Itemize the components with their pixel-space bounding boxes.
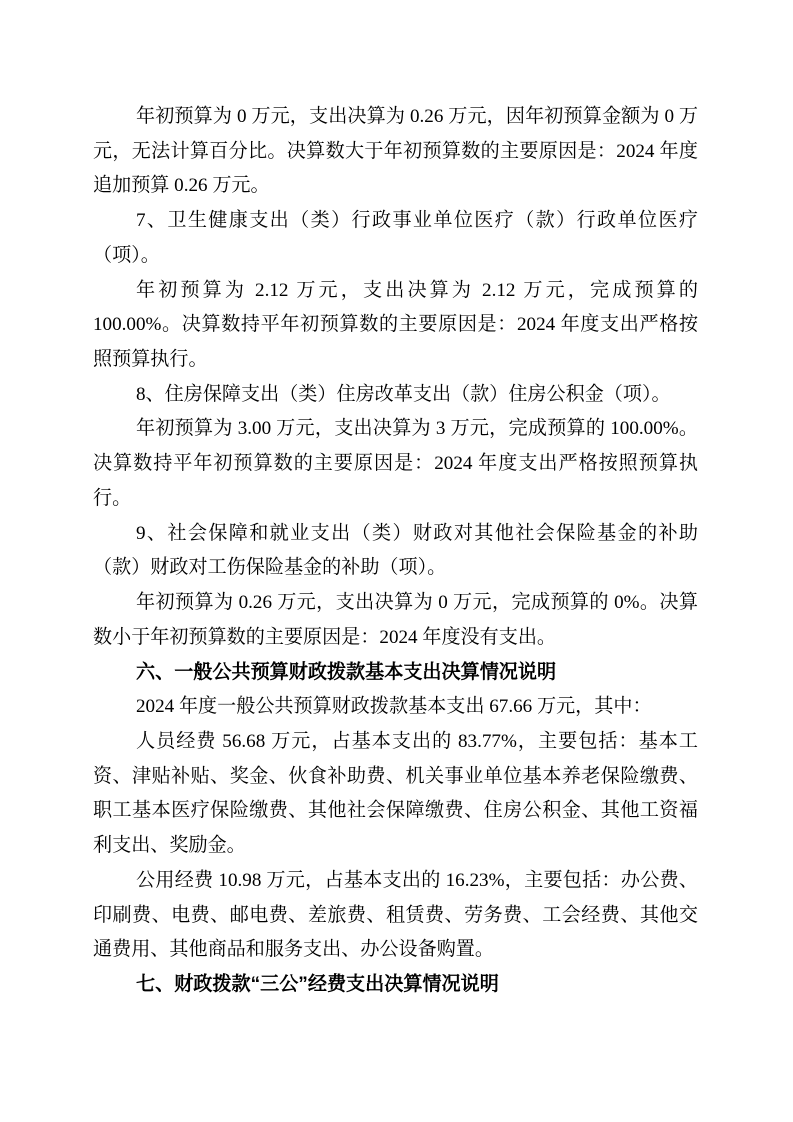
body-paragraph: 8、住房保障支出（类）住房改革支出（款）住房公积金（项）。: [136, 383, 671, 405]
body-paragraph: 2024 年度一般公共预算财政拨款基本支出 67.66 万元，其中：: [136, 696, 652, 718]
body-paragraph: 人员经费 56.68 万元，占基本支出的 83.77%，主要包括：基本工资、津贴补贴、奖金、伙食补助费、机关事业单位基本养老保险缴费、职工基本医疗保险缴费、其他社会保障缴费、住房公积金、其他工资福利支出、奖励金。: [93, 730, 698, 857]
body-paragraph: 年初预算为 0 万元，支出决算为 0.26 万元，因年初预算金额为 0 万元，无法计算百分比。决算数大于年初预算数的主要原因是：2024 年度追加预算 0.26 万元。: [93, 106, 698, 197]
body-paragraph: 7、卫生健康支出（类）行政事业单位医疗（款）行政单位医疗（项）。: [93, 210, 698, 266]
section-heading: 七、财政拨款“三公”经费支出决算情况说明: [136, 973, 499, 995]
section-heading: 六、一般公共预算财政拨款基本支出决算情况说明: [136, 661, 557, 683]
body-paragraph: 年初预算为 2.12 万元，支出决算为 2.12 万元，完成预算的 100.00%。决算数持平年初预算数的主要原因是：2024 年度支出严格按照预算执行。: [93, 279, 698, 371]
body-paragraph: 年初预算为 3.00 万元，支出决算为 3 万元，完成预算的 100.00%。决算数持平年初预算数的主要原因是：2024 年度支出严格按照预算执行。: [93, 418, 698, 509]
document-body: [93, 100, 698, 1003]
body-paragraph: 年初预算为 0.26 万元，支出决算为 0 万元，完成预算的 0%。决算数小于年初预算数的主要原因是：2024 年度没有支出。: [93, 592, 698, 648]
body-paragraph: 公用经费 10.98 万元，占基本支出的 16.23%，主要包括：办公费、印刷费、电费、邮电费、差旅费、租赁费、劳务费、工会经费、其他交通费用、其他商品和服务支出、办公设备购置。: [93, 869, 698, 961]
body-paragraph: 9、社会保障和就业支出（类）财政对其他社会保险基金的补助（款）财政对工伤保险基金的补助（项）。: [93, 522, 698, 579]
